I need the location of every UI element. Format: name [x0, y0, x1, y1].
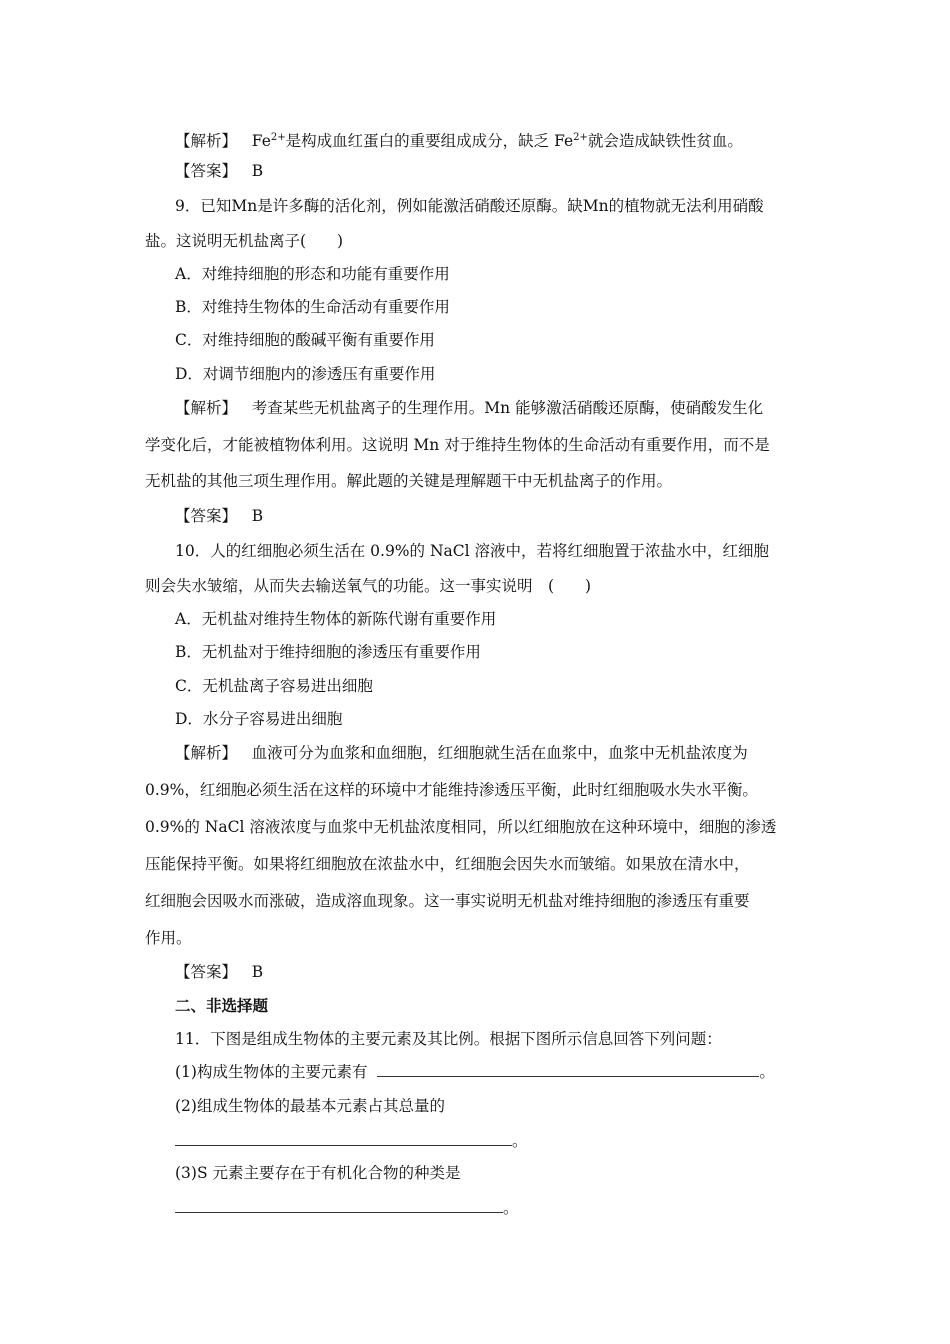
q11-sub2-answer: 。 [175, 1131, 528, 1151]
q10-stem-line1: 10．人的红细胞必须生活在 0.9%的 NaCl 溶液中，若将红细胞置于浓盐水中，红细胞 [175, 542, 770, 560]
answer-blank[interactable] [377, 1062, 759, 1077]
answer-value: B [251, 162, 264, 180]
q9-stem-line1: 9．已知Mn是许多酶的活化剂，例如能激活硝酸还原酶。缺Mn的植物就无法利用硝酸 [175, 197, 764, 215]
q11-sub3: (3)S 元素主要存在于有机化合物的种类是 [175, 1164, 461, 1182]
q9-option-a: A．对维持细胞的形态和功能有重要作用 [175, 265, 450, 283]
q9-analysis-line2: 学变化后，才能被植物体利用。这说明 Mn 对于维持生物体的生命活动有重要作用，而不是 [145, 436, 770, 454]
answer-value: B [251, 507, 264, 525]
answer-blank[interactable] [175, 1131, 512, 1146]
q10-option-b: B．无机盐对于维持细胞的渗透压有重要作用 [175, 643, 481, 661]
q10-analysis-line4: 压能保持平衡。如果将红细胞放在浓盐水中，红细胞会因失水而皱缩。如果放在清水中， [145, 855, 750, 873]
analysis-label: 【解析】 [175, 132, 238, 150]
q9-stem-line2: 盐。这说明无机盐离子( ) [145, 232, 344, 250]
answer-label: 【答案】 [175, 162, 238, 180]
q9-answer [175, 506, 263, 526]
q10-analysis-line6: 作用。 [145, 929, 192, 947]
q10-option-c: C．无机盐离子容易进出细胞 [175, 677, 373, 695]
q10-analysis-line5: 红细胞会因吸水而涨破，造成溶血现象。这一事实说明无机盐对维持细胞的渗透压有重要 [145, 892, 750, 910]
q10-option-a: A．无机盐对维持生物体的新陈代谢有重要作用 [175, 610, 497, 628]
q9-option-d: D．对调节细胞内的渗透压有重要作用 [175, 365, 436, 383]
q9-option-b: B．对维持生物体的生命活动有重要作用 [175, 298, 450, 316]
q8-analysis: 【解析】 $Fe^{2+}$是构成血红蛋白的重要组成成分，缺乏 $Fe^{2+}$就会造成缺铁性贫血。 [175, 132, 743, 150]
q10-option-d: D．水分子容易进出细胞 [175, 710, 343, 728]
q10-answer [175, 962, 263, 982]
q9-analysis-line3: 无机盐的其他三项生理作用。解此题的关键是理解题干中无机盐离子的作用。 [145, 472, 673, 490]
q10-analysis-line1: 【解析】 血液可分为血浆和血细胞，红细胞就生活在血浆中，血浆中无机盐浓度为 [175, 744, 748, 762]
answer-label: 【答案】 [175, 963, 238, 981]
q10-stem-line2: 则会失水皱缩，从而失去输送氧气的功能。这一事实说明 ( ) [145, 577, 592, 595]
q11-sub2: (2)组成生物体的最基本元素占其总量的 [175, 1097, 445, 1115]
analysis-label: 【解析】 [175, 399, 238, 417]
answer-blank[interactable] [175, 1198, 503, 1213]
q10-analysis-line3: 0.9%的 NaCl 溶液浓度与血浆中无机盐浓度相同，所以红细胞放在这种环境中，细胞的渗透 [145, 818, 777, 836]
analysis-label: 【解析】 [175, 744, 238, 762]
q10-analysis-line2: 0.9%，红细胞必须生活在这样的环境中才能维持渗透压平衡，此时红细胞吸水失水平衡。 [145, 781, 758, 799]
q8-answer [175, 161, 263, 181]
q11-sub1: (1)构成生物体的主要元素有 。 [175, 1063, 775, 1081]
q9-analysis-line1: 【解析】 考查某些无机盐离子的生理作用。Mn 能够激活硝酸还原酶，使硝酸发生化 [175, 399, 764, 417]
q9-option-c: C．对维持细胞的酸碱平衡有重要作用 [175, 331, 435, 349]
section-title: 二、非选择题 [175, 996, 269, 1015]
answer-label: 【答案】 [175, 507, 238, 525]
q11-stem: 11．下图是组成生物体的主要元素及其比例。根据下图所示信息回答下列问题： [175, 1030, 722, 1048]
answer-value: B [251, 963, 264, 981]
q11-sub3-answer: 。 [175, 1198, 519, 1218]
